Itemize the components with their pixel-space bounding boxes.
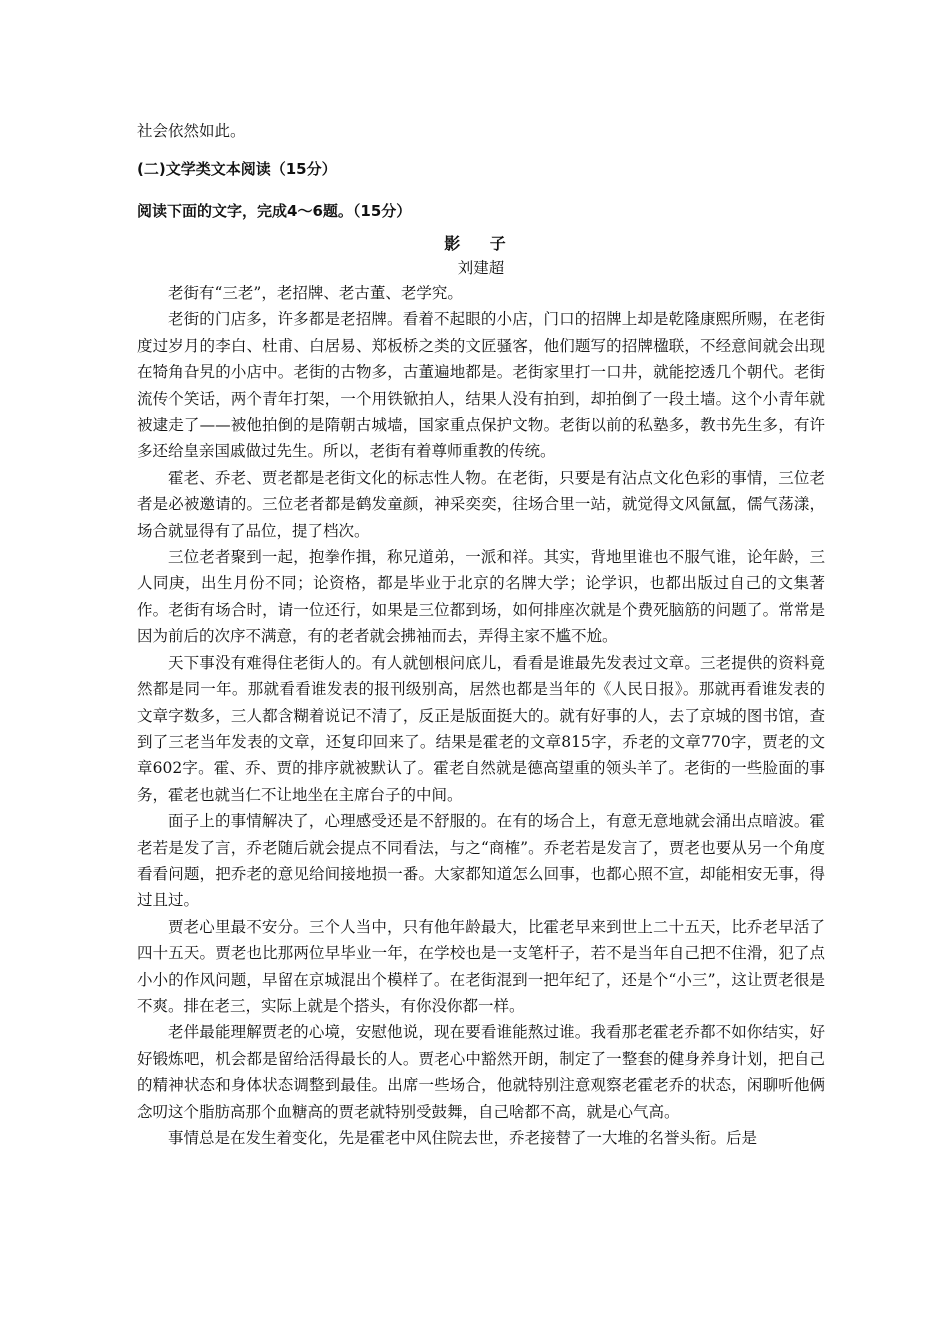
article-title: 影 子 — [444, 234, 518, 253]
continuation-text: 社会依然如此。 — [137, 122, 246, 140]
paragraph: 天下事没有难得住老街人的。有人就刨根问底儿，看看是谁最先发表过文章。三老提供的资料竟然都是同一年。那就看看谁发表的报刊级别高，居然也都是当年的《人民日报》。那就再看谁发表的文章字数多，三人都含糊着说记不清了，反正是版面挺大的。就有好事的人，去了京城的图书馆，查到了三老当年发表的文章，还复印回来了。结果是霍老的文章815字，乔老的文章770字，贾老的文章602字。霍、乔、贾的排序就被默认了。霍老自然就是德高望重的领头羊了。老街的一些脸面的事务，霍老也就当仁不让地坐在主席台子的中间。 — [137, 653, 825, 804]
paragraph: 老伴最能理解贾老的心境，安慰他说，现在要看谁能熬过谁。我看那老霍老乔都不如你结实，好好锻炼吧，机会都是留给活得最长的人。贾老心中豁然开朗，制定了一整套的健身养身计划，把自己的精神状态和身体状态调整到最佳。出席一些场合，他就特别注意观察老霍老乔的状态，闲聊听他俩念叨这个脂肪高那个血糖高的贾老就特别受鼓舞，自己啥都不高，就是心气高。 — [137, 1023, 825, 1121]
article-author: 刘建超 — [457, 259, 505, 277]
paragraph: 三位老者聚到一起，抱拳作揖，称兄道弟，一派和祥。其实，背地里谁也不服气谁，论年龄，三人同庚，出生月份不同；论资格，都是毕业于北京的名牌大学；论学识，也都出版过自己的文集著作。老街有场合时，请一位还行，如果是三位都到场，如何排座次就是个费死脑筋的问题了。常常是因为前后的次序不满意，有的老者就会拂袖而去，弄得主家不尴不尬。 — [137, 548, 825, 646]
paragraph: 老街的门店多，许多都是老招牌。看着不起眼的小店，门口的招牌上却是乾隆康熙所赐，在老街度过岁月的李白、杜甫、白居易、郑板桥之类的文匠骚客，他们题写的招牌楹联，不经意间就会出现在犄角旮旯的小店中。老街的古物多，古董遍地都是。老街家里打一口井，就能挖透几个朝代。老街流传个笑话，两个青年打架，一个用铁锨拍人，结果人没有拍到，却拍倒了一段土墙。这个小青年就被逮走了——被他拍倒的是隋朝古城墙，国家重点保护文物。老街以前的私塾多，教书先生多，有许多还给皇亲国戚做过先生。所以，老街有着尊师重教的传统。 — [137, 310, 825, 461]
section-heading: (二)文学类文本阅读（15分） — [137, 160, 337, 178]
document-page — [137, 118, 825, 1151]
paragraph: 事情总是在发生着变化，先是霍老中风住院去世，乔老接替了一大堆的名誉头衔。后是 — [168, 1129, 758, 1147]
paragraph: 老街有“三老”，老招牌、老古董、老学究。 — [168, 284, 463, 302]
instruction-text: 阅读下面的文字，完成4～6题。（15分） — [137, 202, 412, 220]
paragraph: 贾老心里最不安分。三个人当中，只有他年龄最大，比霍老早来到世上二十五天，比乔老早活了四十五天。贾老也比那两位早毕业一年，在学校也是一支笔杆子，若不是当年自己把不住滑，犯了点小小的作风问题，早留在京城混出个模样了。在老街混到一把年纪了，还是个“小三”，这让贾老很是不爽。排在老三，实际上就是个搭头，有你没你都一样。 — [137, 917, 825, 1015]
paragraph: 霍老、乔老、贾老都是老街文化的标志性人物。在老街，只要是有沾点文化色彩的事情，三位老者是必被邀请的。三位老者都是鹤发童颜，神采奕奕，往场合里一站，就觉得文风氤氲，儒气荡漾，场合就显得有了品位，提了档次。 — [137, 468, 825, 540]
paragraph: 面子上的事情解决了，心理感受还是不舒服的。在有的场合上，有意无意地就会涌出点暗波。霍老若是发了言，乔老随后就会提点不同看法，与之“商榷”。乔老若是发言了，贾老也要从另一个角度看看问题，把乔老的意见给间接地损一番。大家都知道怎么回事，也都心照不宣，却能相安无事，得过且过。 — [137, 812, 825, 910]
